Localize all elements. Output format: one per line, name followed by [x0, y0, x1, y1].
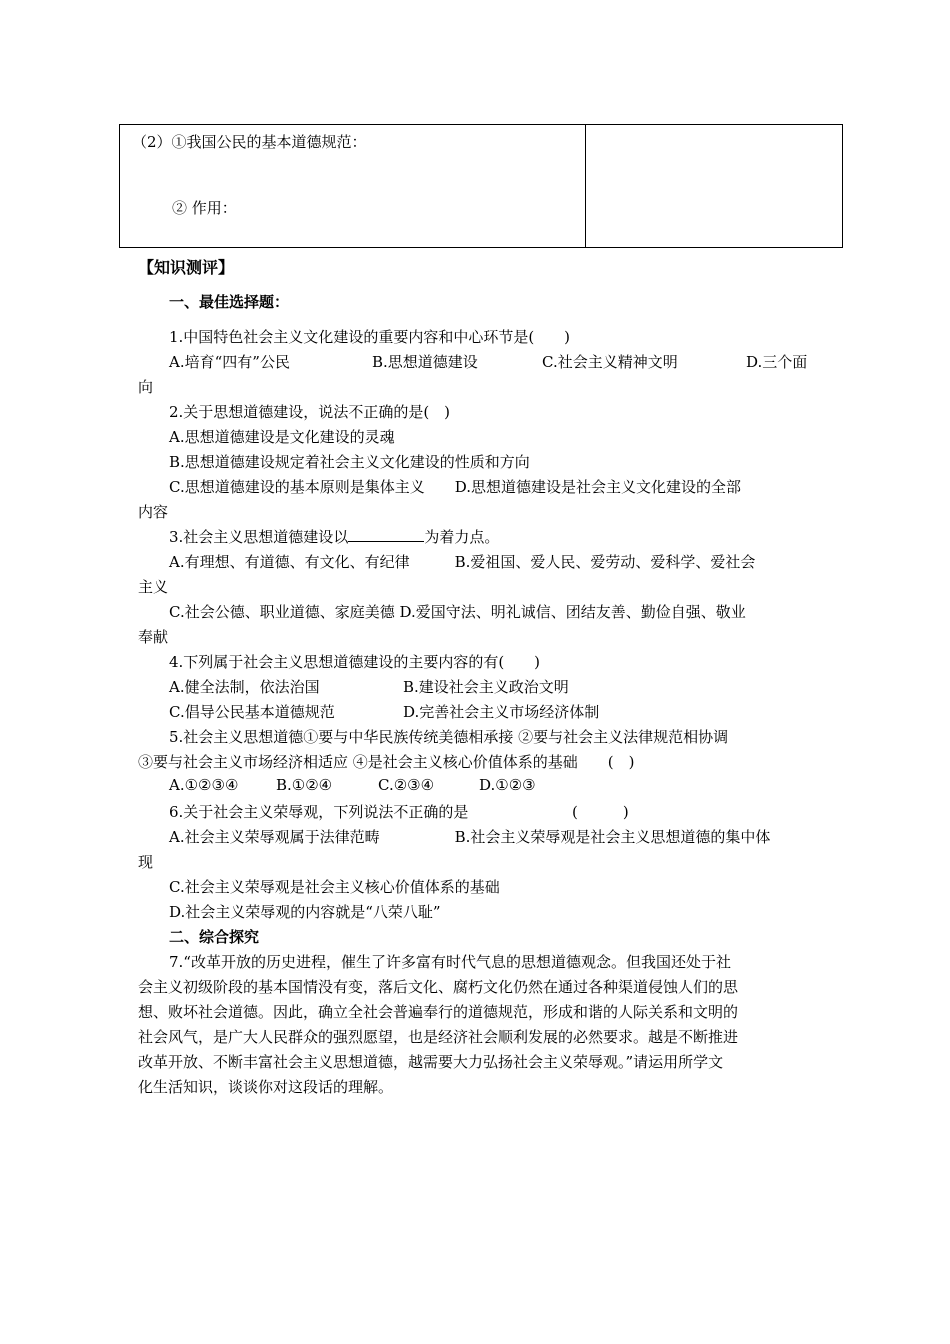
- question-6-stem: 6.关于社会主义荣辱观，下列说法不正确的是: [169, 803, 469, 821]
- q6-option-ab: A.社会主义荣辱观属于法律范畴 B.社会主义荣辱观是社会主义思想道德的集中体: [169, 828, 771, 846]
- q1-option-d: D.三个面: [746, 353, 808, 371]
- q2-option-d-cont: 内容: [138, 503, 169, 521]
- section-title: 【知识测评】: [138, 258, 235, 277]
- question-7-line: 7.“改革开放的历史进程，催生了许多富有时代气息的思想道德观念。但我国还处于社: [169, 953, 731, 971]
- question-7-line: 改革开放、不断丰富社会主义思想道德，越需要大力弘扬社会主义荣辱观。”请运用所学文: [138, 1053, 724, 1071]
- q4-option-b: B.建设社会主义政治文明: [403, 678, 569, 696]
- part1-title: 一、最佳选择题：: [169, 293, 290, 311]
- q6-answer-paren: ( ): [572, 803, 629, 821]
- question-5-stem-cont: ③要与社会主义市场经济相适应 ④是社会主义核心价值体系的基础 ( ): [138, 753, 635, 771]
- q1-option-d-cont: 向: [138, 378, 154, 396]
- part2-title: 二、综合探究: [169, 928, 260, 946]
- q5-option-a: A.①②③④: [169, 776, 239, 794]
- question-3-stem: [169, 526, 499, 547]
- q1-option-c: C.社会主义精神文明: [542, 353, 678, 371]
- question-5-stem: 5.社会主义思想道德①要与中华民族传统美德相承接 ②要与社会主义法律规范相协调: [169, 728, 729, 746]
- q3-option-ab: A.有理想、有道德、有文化、有纪律 B.爱祖国、爱人民、爱劳动、爱科学、爱社会: [169, 553, 756, 571]
- q5-option-d: D.①②③: [479, 776, 536, 794]
- q3-stem-pre: 3.社会主义思想道德建设以: [169, 528, 349, 546]
- q3-blank: [348, 527, 424, 542]
- table-divider: [585, 125, 586, 247]
- question-4-stem: 4.下列属于社会主义思想道德建设的主要内容的有( ): [169, 653, 541, 671]
- q6-option-c: C.社会主义荣辱观是社会主义核心价值体系的基础: [169, 878, 500, 896]
- q2-option-cd: C.思想道德建设的基本原则是集体主义 D.思想道德建设是社会主义文化建设的全部: [169, 478, 741, 496]
- q4-option-c: C.倡导公民基本道德规范: [169, 703, 335, 721]
- q3-option-b-cont: 主义: [138, 578, 169, 596]
- question-2-stem: 2.关于思想道德建设，说法不正确的是( ): [169, 403, 451, 421]
- q1-option-b: B.思想道德建设: [372, 353, 478, 371]
- answer-table: [119, 124, 843, 248]
- q4-option-d: D.完善社会主义市场经济体制: [403, 703, 600, 721]
- q1-option-a: A.培育“四有”公民: [169, 353, 290, 371]
- q3-stem-post: 为着力点。: [424, 528, 500, 546]
- q3-option-cd: C.社会公德、职业道德、家庭美德 D.爱国守法、明礼诚信、团结友善、勤俭自强、敬业: [169, 603, 746, 621]
- question-7-line: 会主义初级阶段的基本国情没有变，落后文化、腐朽文化仍然在通过各种渠道侵蚀人们的思: [138, 978, 739, 996]
- table-cell-norms: （2）①我国公民的基本道德规范：: [132, 133, 367, 151]
- q5-option-b: B.①②④: [276, 776, 333, 794]
- q6-option-b-cont: 现: [138, 853, 154, 871]
- q2-option-b: B.思想道德建设规定着社会主义文化建设的性质和方向: [169, 453, 530, 471]
- question-7-line: 想、败坏社会道德。因此，确立全社会普遍奉行的道德规范，形成和谐的人际关系和文明的: [138, 1003, 739, 1021]
- q5-option-c: C.②③④: [378, 776, 435, 794]
- question-7-line: 化生活知识，谈谈你对这段话的理解。: [138, 1078, 394, 1096]
- table-cell-function: ② 作用：: [172, 199, 237, 217]
- question-1-stem: 1.中国特色社会主义文化建设的重要内容和中心环节是( ): [169, 328, 571, 346]
- q2-option-a: A.思想道德建设是文化建设的灵魂: [169, 428, 395, 446]
- q4-option-a: A.健全法制，依法治国: [169, 678, 320, 696]
- question-7-line: 社会风气，是广大人民群众的强烈愿望，也是经济社会顺利发展的必然要求。越是不断推进: [138, 1028, 739, 1046]
- q3-option-d-cont: 奉献: [138, 628, 169, 646]
- q6-option-d: D.社会主义荣辱观的内容就是“八荣八耻”: [169, 903, 441, 921]
